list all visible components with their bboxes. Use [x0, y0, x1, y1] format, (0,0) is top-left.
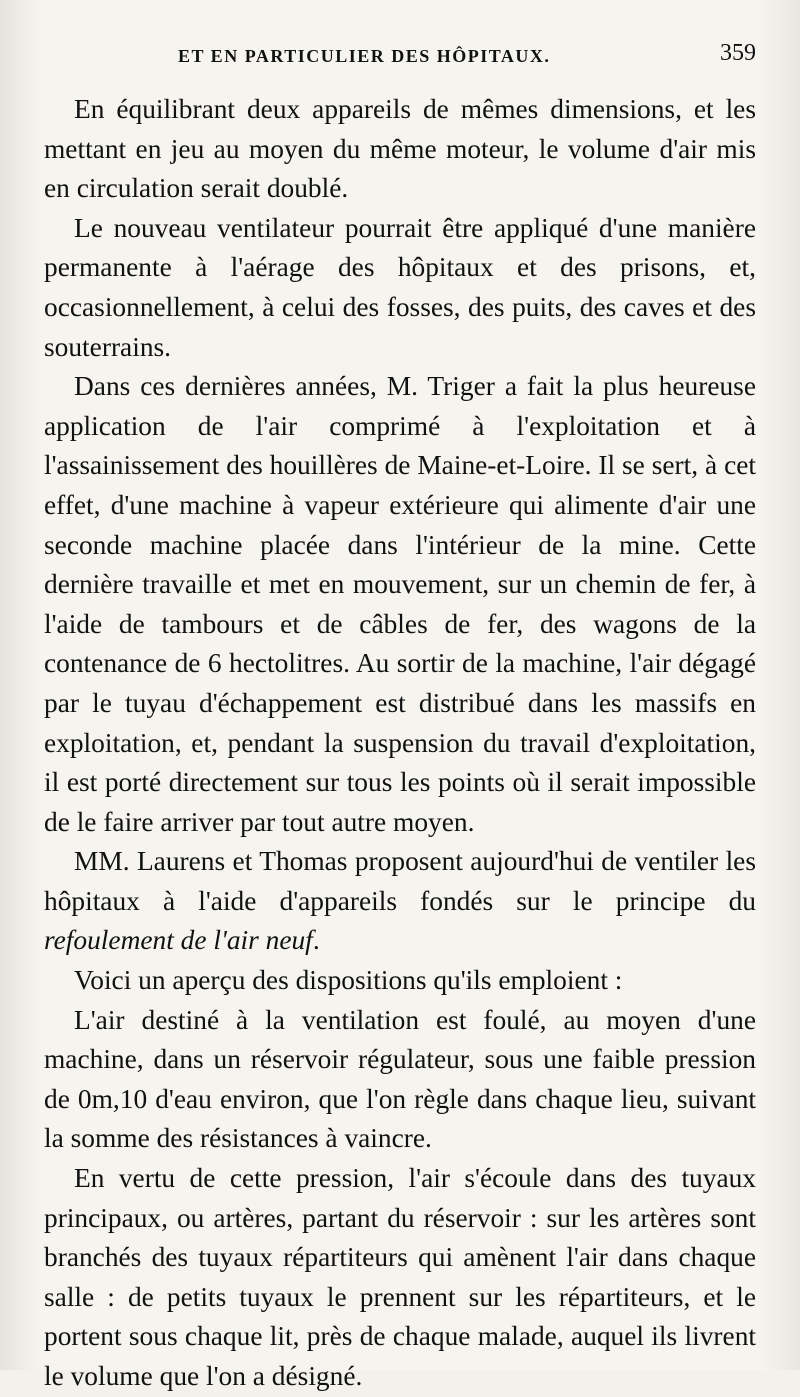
- italic-phrase: refoulement de l'air neuf: [44, 925, 313, 956]
- paragraph-laurens-thomas-end: .: [312, 925, 320, 956]
- running-title: ET EN PARTICULIER DES HÔPITAUX.: [178, 46, 551, 66]
- paragraph-apercu: Voici un aperçu des dispositions qu'ils emploient :: [74, 965, 623, 996]
- paragraph-ventilateur: Le nouveau ventilateur pourrait être appliqué d'une manière permanente à l'aérage des hôpitaux et des prisons, et, occasionnellement, à celui des fosses, des puits, des caves et des souterrains.: [44, 212, 756, 362]
- paragraph-triger: Dans ces dernières années, M. Triger a fait la plus heureuse application de l'air comprimé à l'exploitation et à l'assainissement des houillères de Maine-et-Loire. Il se sert, à cet effet, d'une machine à vapeur extérieure qui alimente d'air une seconde machine placée dans l'intérieur de la mine. Cette dernière travaille et met en mouvement, sur un chemin de fer, à l'aide de tambours et de câbles de fer, des wagons de la contenance de 6 hectolitres. Au sortir de la machine, l'air dégagé par le tuyau d'échappement est distribué dans les massifs en exploitation, et, pendant la suspension du travail d'exploitation, il est porté directement sur tous les points où il serait impossible de le faire arriver par tout autre moyen.: [44, 371, 756, 837]
- page-number: 359: [720, 40, 756, 66]
- paragraph-equilibrant: En équilibrant deux appareils de mêmes dimensions, et les mettant en jeu au moyen du même moteur, le volume d'air mis en circulation serait doublé.: [44, 94, 756, 204]
- paragraph-laurens-thomas: [44, 842, 756, 961]
- paragraph-air-destine: L'air destiné à la ventilation est foulé, au moyen d'une machine, dans un réservoir régulateur, sous une faible pression de 0m,10 d'eau environ, que l'on règle dans chaque lieu, suivant la somme des résistances à vaincre.: [44, 1004, 756, 1154]
- paragraph-pression: En vertu de cette pression, l'air s'écoule dans des tuyaux principaux, ou artères, partant du réservoir : sur les artères sont branchés des tuyaux répartiteurs qui amènent l'air dans chaque salle : de petits tuyaux le prennent sur les répartiteurs, et le portent sous chaque lit, près de chaque malade, auquel ils livrent le volume que l'on a désigné.: [44, 1163, 756, 1391]
- body-text: [44, 90, 756, 1397]
- paragraph-laurens-thomas-text: MM. Laurens et Thomas proposent aujourd'hui de ventiler les hôpitaux à l'aide d'appareils fondés sur le principe du: [44, 846, 756, 916]
- page-header: [44, 38, 756, 78]
